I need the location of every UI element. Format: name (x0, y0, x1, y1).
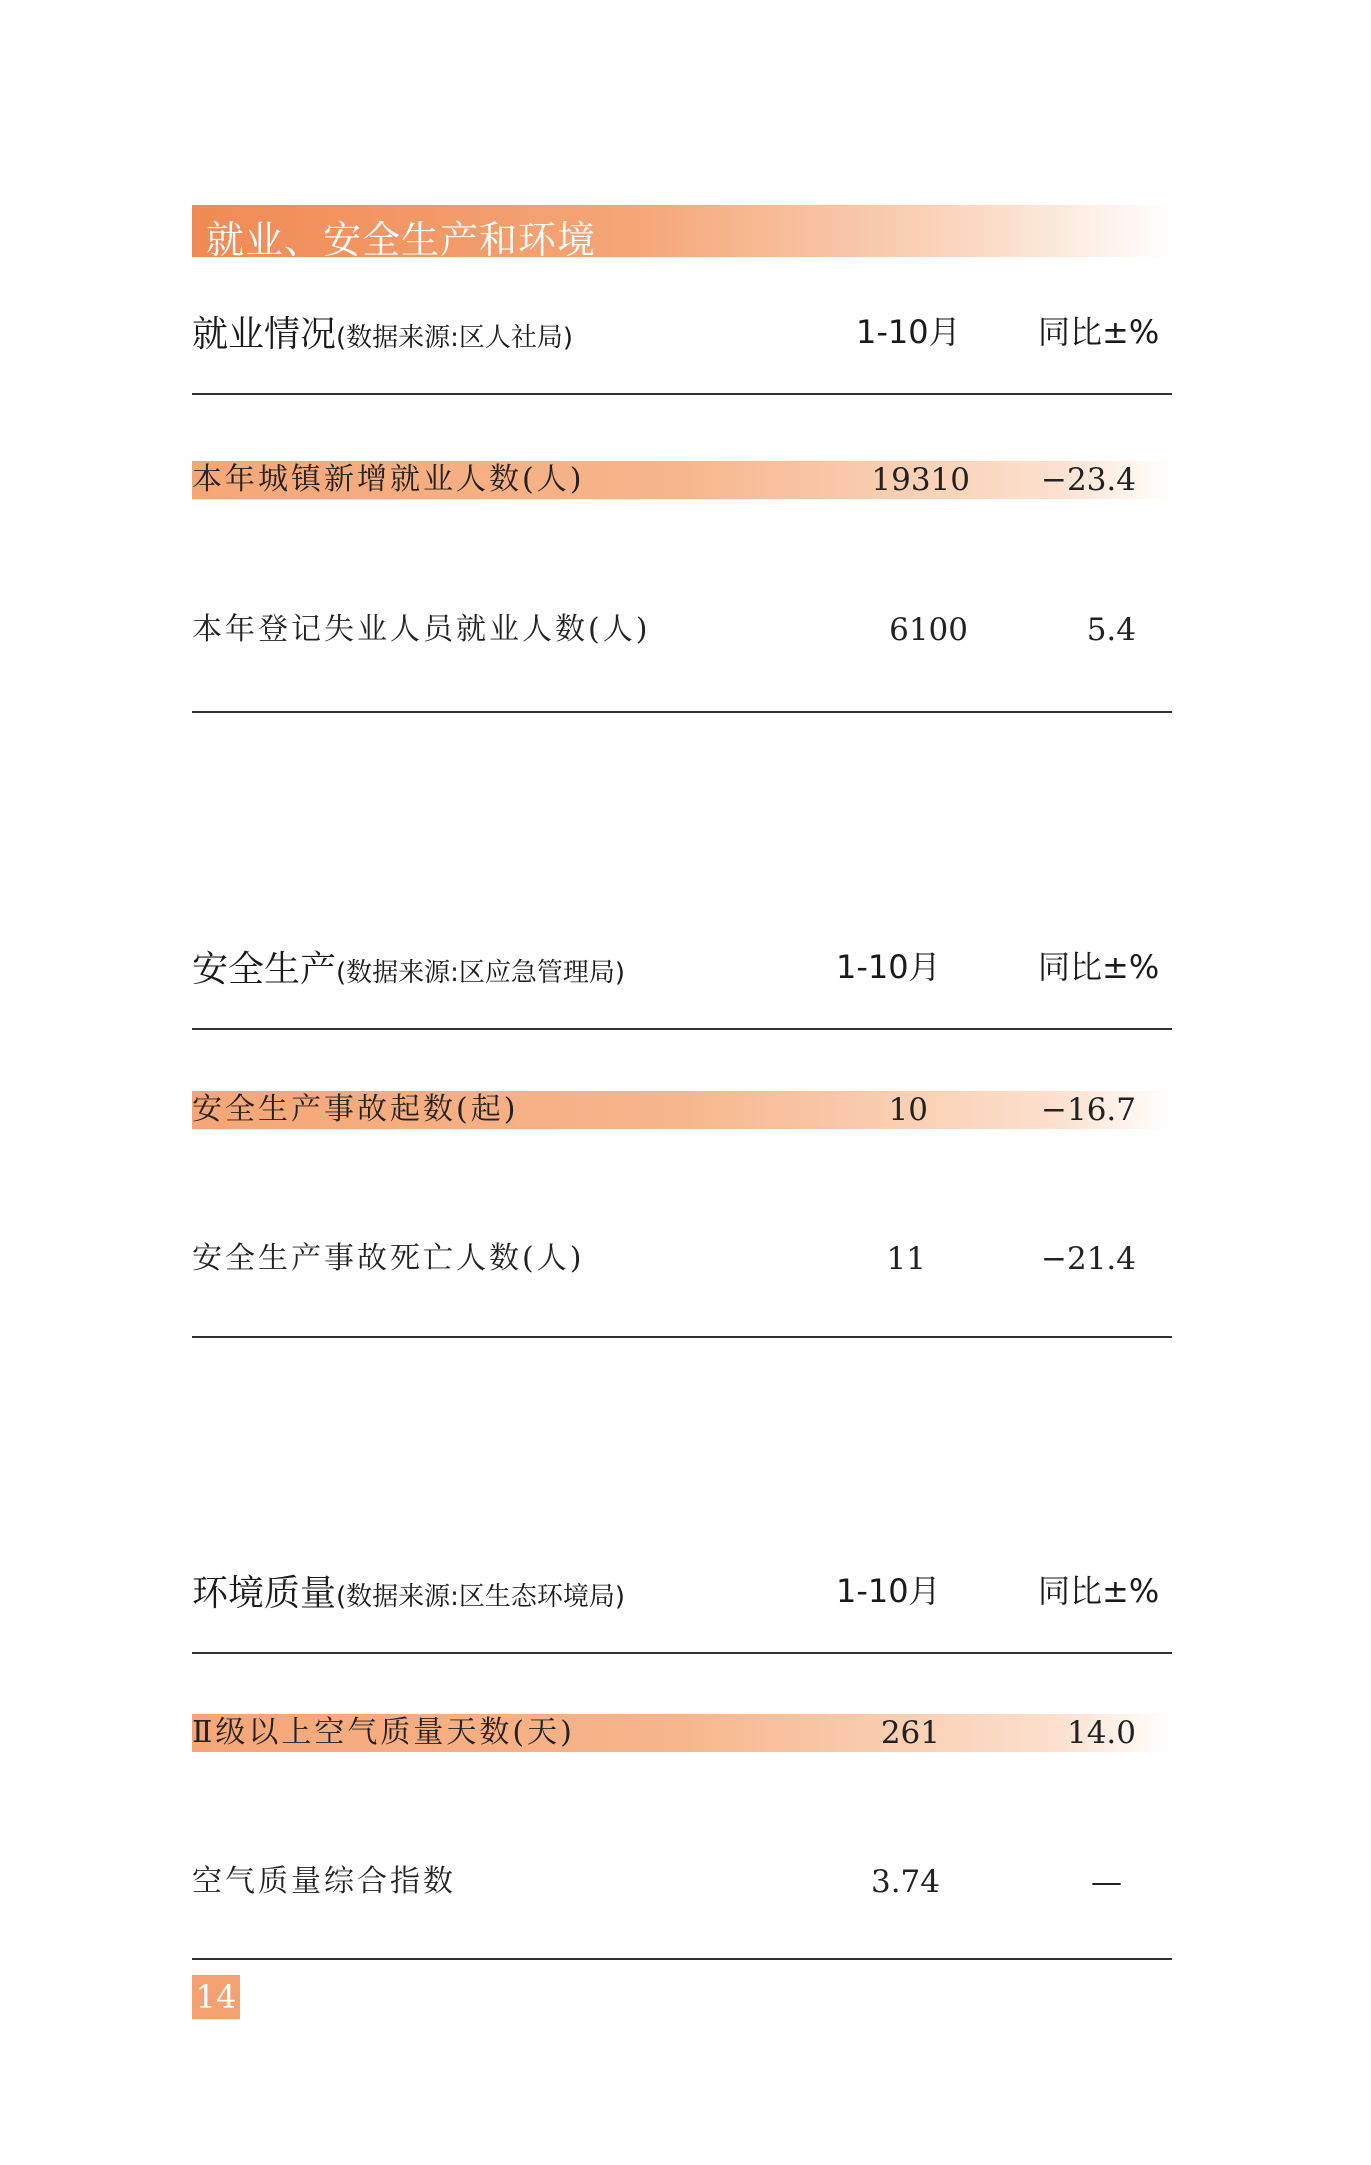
safety-section (192, 940, 1172, 1277)
row-yoy: — (1091, 1864, 1122, 1900)
row-label: 空气质量综合指数 (192, 1864, 456, 1899)
column-header-period: 1-10月 (836, 1572, 941, 1610)
banner-title: 就业、安全生产和环境 (206, 218, 597, 262)
row-value: 6100 (889, 612, 968, 648)
section-header (192, 940, 1172, 1000)
row-yoy: 14.0 (1066, 1715, 1136, 1751)
section-title-main: 环境质量 (192, 1573, 337, 1614)
row-value: 3.74 (870, 1864, 940, 1900)
column-header-period: 1-10月 (836, 948, 941, 986)
page-number: 14 (192, 1975, 240, 2019)
environment-section (192, 1564, 1172, 1900)
row-label: 安全生产事故死亡人数(人) (192, 1241, 585, 1276)
table-row (192, 1863, 1172, 1901)
section-source: (数据来源:区人社局) (336, 323, 574, 353)
table-row (192, 1091, 1172, 1129)
header-rule (192, 393, 1172, 395)
row-value: 19310 (871, 462, 970, 498)
column-header-yoy: 同比±% (1038, 1572, 1160, 1610)
section-bottom-rule (192, 1336, 1172, 1338)
row-label: 安全生产事故起数(起) (192, 1092, 519, 1127)
header-rule (192, 1028, 1172, 1030)
table-row (192, 611, 1172, 649)
section-source: (数据来源:区应急管理局) (336, 958, 626, 988)
table-row (192, 1240, 1172, 1278)
section-title-main: 安全生产 (192, 949, 337, 990)
header-rule (192, 1652, 1172, 1654)
section-header (192, 305, 1172, 365)
row-value: 261 (880, 1715, 940, 1751)
row-label: Ⅱ级以上空气质量天数(天) (192, 1715, 575, 1750)
row-label: 本年登记失业人员就业人数(人) (192, 612, 651, 647)
table-row (192, 461, 1172, 499)
employment-section (192, 305, 1172, 648)
row-yoy: 5.4 (1086, 612, 1136, 648)
row-label: 本年城镇新增就业人数(人) (192, 462, 585, 497)
column-header-period: 1-10月 (856, 313, 961, 351)
section-header (192, 1564, 1172, 1624)
row-yoy: −23.4 (1041, 462, 1136, 498)
table-row (192, 1714, 1172, 1752)
row-value: 11 (886, 1241, 926, 1277)
column-header-yoy: 同比±% (1038, 313, 1160, 351)
section-bottom-rule (192, 1958, 1172, 1960)
section-banner (192, 205, 1172, 262)
section-title (192, 306, 573, 357)
row-yoy: −21.4 (1041, 1241, 1136, 1277)
section-bottom-rule (192, 711, 1172, 713)
row-value: 10 (888, 1092, 928, 1128)
section-title (192, 1565, 625, 1616)
column-header-yoy: 同比±% (1038, 948, 1160, 986)
section-source: (数据来源:区生态环境局) (336, 1582, 626, 1612)
section-title-main: 就业情况 (192, 314, 337, 355)
row-yoy: −16.7 (1041, 1092, 1136, 1128)
section-title (192, 941, 625, 992)
